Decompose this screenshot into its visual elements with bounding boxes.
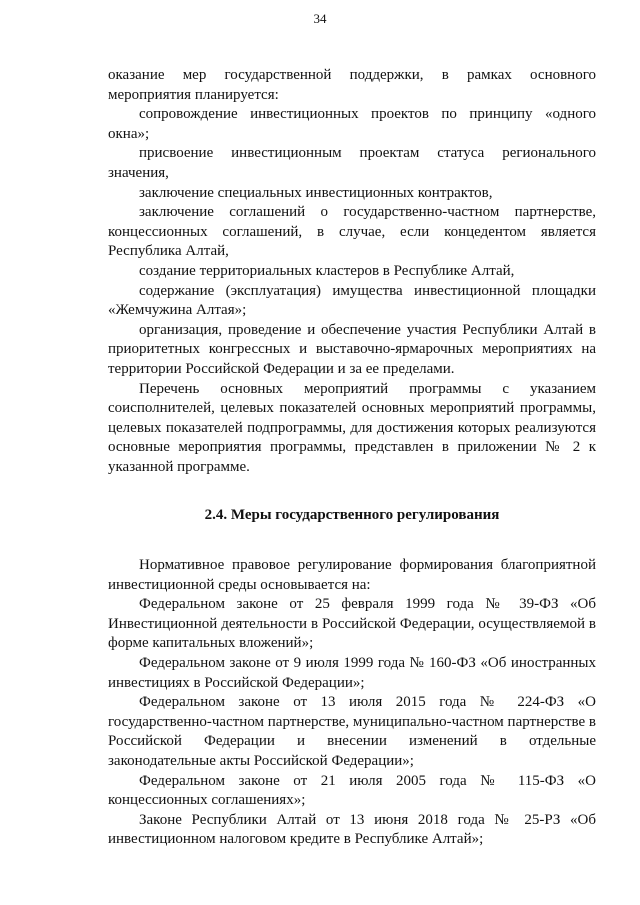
paragraph: создание территориальных кластеров в Республике Алтай, (139, 262, 515, 279)
page-number: 34 (313, 11, 327, 26)
paragraph: Федеральном законе от 25 февраля 1999 года № 39-ФЗ «Об Инвестиционной деятельности в Российской Федерации, осуществляемой в форме капитальных вложений»; (108, 596, 596, 652)
paragraph: оказание мер государственной поддержки, в рамках основного мероприятия планируется: (108, 67, 596, 103)
paragraph: Федеральном законе от 13 июля 2015 года № 224-ФЗ «О государственно-частном партнерстве, муниципально-частном партнерстве в Российской Федерации и внесении изменений в отдельные законодательные акты Российской Федерации»; (108, 694, 596, 769)
section-heading: 2.4. Меры государственного регулирования (204, 507, 500, 524)
section-measures-list (108, 66, 596, 477)
paragraph: Законе Республики Алтай от 13 июня 2018 года № 25-РЗ «Об инвестиционном налоговом кредите в Республике Алтай»; (108, 811, 596, 848)
paragraph: заключение соглашений о государственно-частном партнерстве, концессионных соглашений, в случае, если концедентом является Республика Алтай, (108, 204, 596, 260)
paragraph: Федеральном законе от 9 июля 1999 года № 160-ФЗ «Об иностранных инвестициях в Российской Федерации»; (108, 655, 596, 691)
paragraph: присвоение инвестиционным проектам статуса регионального значения, (108, 145, 596, 181)
paragraph: сопровождение инвестиционных проектов по принципу «одного окна»; (108, 106, 596, 142)
paragraph: Федеральном законе от 21 июля 2005 года № 115-ФЗ «О концессионных соглашениях»; (108, 772, 596, 809)
paragraph: организация, проведение и обеспечение участия Республики Алтай в приоритетных конгрессных и выставочно-ярмарочных мероприятиях на территории Российской Федерации и за ее пределами. (108, 321, 596, 377)
paragraph: Перечень основных мероприятий программы с указанием соисполнителей, целевых показателей основных мероприятий программы, целевых показателей подпрограммы, для достижения которых реализуются основные мероприятия программы, представлен в приложении № 2 к указанной программе. (108, 380, 596, 475)
section-state-regulation (108, 556, 596, 850)
document-body (108, 66, 596, 850)
paragraph: Нормативное правовое регулирование формирования благоприятной инвестиционной среды основывается на: (108, 557, 596, 593)
paragraph: содержание (эксплуатация) имущества инвестиционной площадки «Жемчужина Алтая»; (108, 282, 596, 319)
paragraph: заключение специальных инвестиционных контрактов, (139, 184, 493, 201)
